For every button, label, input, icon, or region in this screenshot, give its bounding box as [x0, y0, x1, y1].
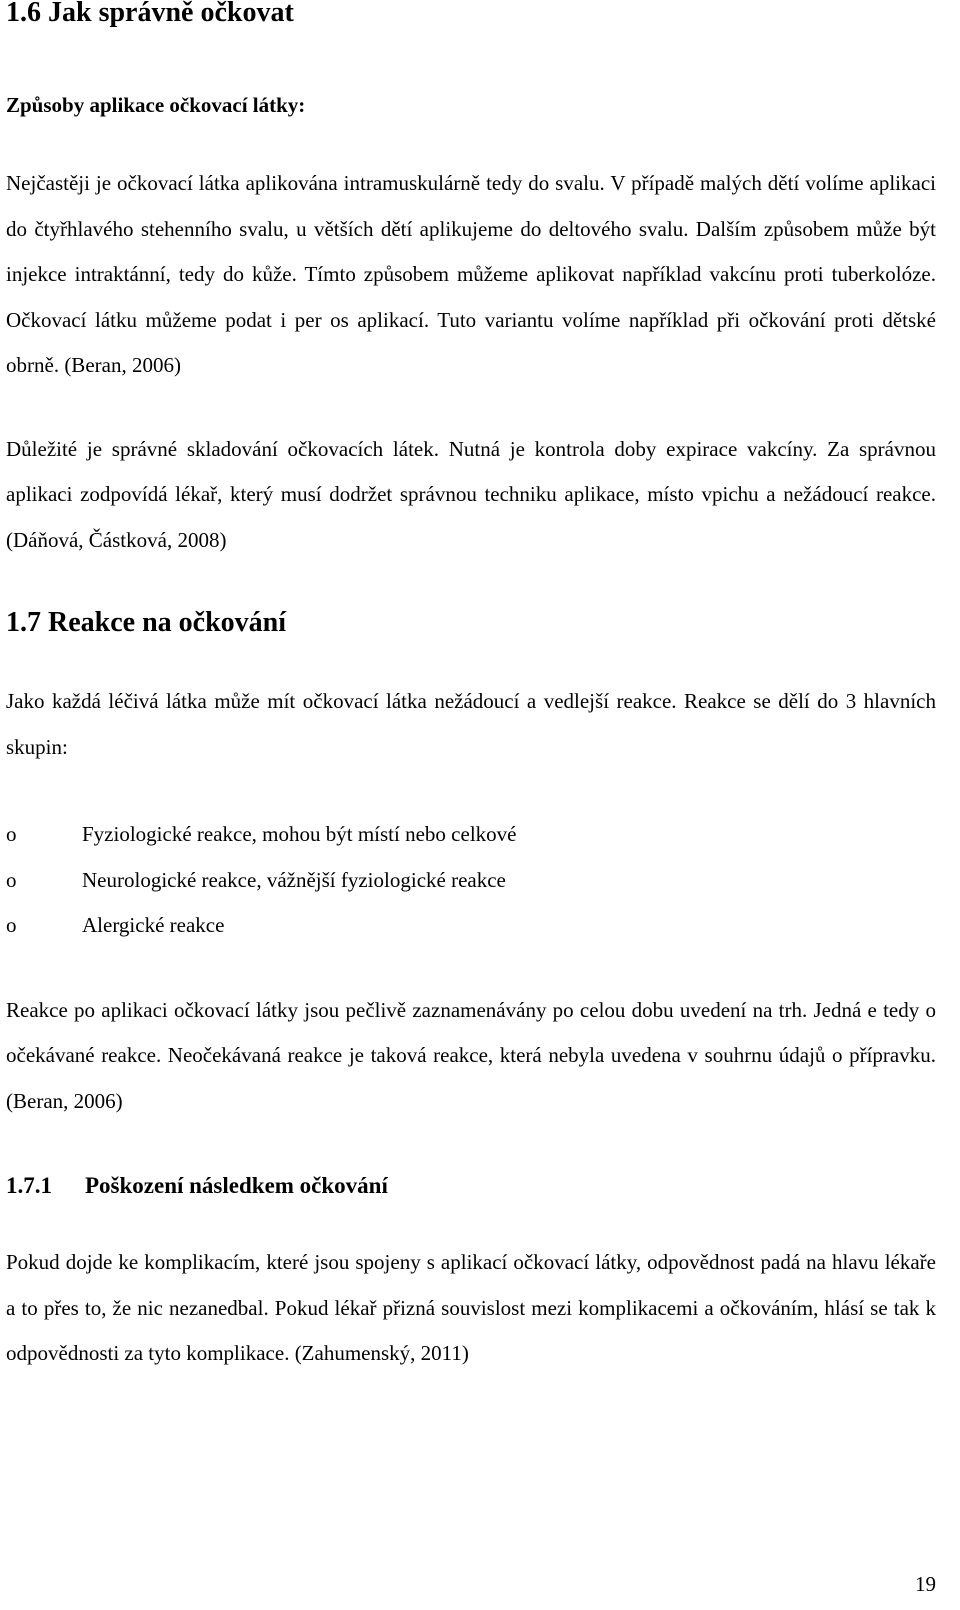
page-number: 19 [915, 1572, 936, 1596]
section-heading-1-7-1 [6, 1172, 936, 1200]
list-item-text: Fyziologické reakce, mohou být místí nebo celkové [82, 822, 517, 846]
bullet-marker: o [6, 822, 17, 846]
list-item-text: Alergické reakce [82, 913, 225, 937]
section-heading-1-6: 1.6 Jak správně očkovat [6, 0, 294, 28]
paragraph-reactions-intro: Jako každá léčivá látka může mít očkovací látka nežádoucí a vedlejší reakce. Reakce se dělí do 3 hlavních skupin: [6, 689, 936, 759]
paragraph-reaction-monitoring: Reakce po aplikaci očkovací látky jsou pečlivě zaznamenávány po celou dobu uvedení na trh. Jedná e tedy o očekávané reakce. Neočekávaná reakce je taková reakce, která nebyla uvedena v souhrnu údajů o přípravku. (Beran, 2006) [6, 997, 936, 1113]
document-page [6, 0, 936, 1377]
bullet-marker: o [6, 913, 17, 937]
bullet-marker: o [6, 867, 17, 892]
paragraph-storage: Důležité je správné skladování očkovacích látek. Nutná je kontrola doby expirace vakcíny. Za správnou aplikaci zodpovídá lékař, který musí dodržet správnou techniku aplikace, místo vpichu a nežádoucí reakce.(Dáňová, Částková, 2008) [6, 436, 936, 552]
list-item [6, 903, 936, 949]
heading-title: Poškození následkem očkování [85, 1173, 388, 1198]
heading-number: 1.7.1 [6, 1173, 52, 1198]
list-item [6, 858, 936, 904]
reaction-types-list [6, 812, 936, 949]
list-item [6, 812, 936, 858]
section-heading-1-7: 1.7 Reakce na očkování [6, 607, 286, 638]
list-item-text: Neurologické reakce, vážnější fyziologické reakce [82, 867, 506, 892]
paragraph-vaccination-damage: Pokud dojde ke komplikacím, které jsou spojeny s aplikací očkovací látky, odpovědnost padá na hlavu lékaře a to přes to, že nic nezanedbal. Pokud lékař přizná souvislost mezi komplikacemi a očkováním, hlásí se tak k odpovědnosti za tyto komplikace. (Zahumenský, 2011) [6, 1250, 936, 1365]
paragraph-application-routes: Nejčastěji je očkovací látka aplikována intramuskulárně tedy do svalu. V případě malých dětí volíme aplikaci do čtyřhlavého stehenního svalu, u větších dětí aplikujeme do deltového svalu. Dalším způsobem může být injekce intraktánní, tedy do kůže. Tímto způsobem můžeme aplikovat například vakcínu proti tuberkolóze. Očkovací látku můžeme podat i per os aplikací. Tuto variantu volíme například při očkování proti dětské obrně. (Beran, 2006) [6, 171, 936, 377]
subheading-application-methods: Způsoby aplikace očkovací látky: [6, 93, 306, 117]
